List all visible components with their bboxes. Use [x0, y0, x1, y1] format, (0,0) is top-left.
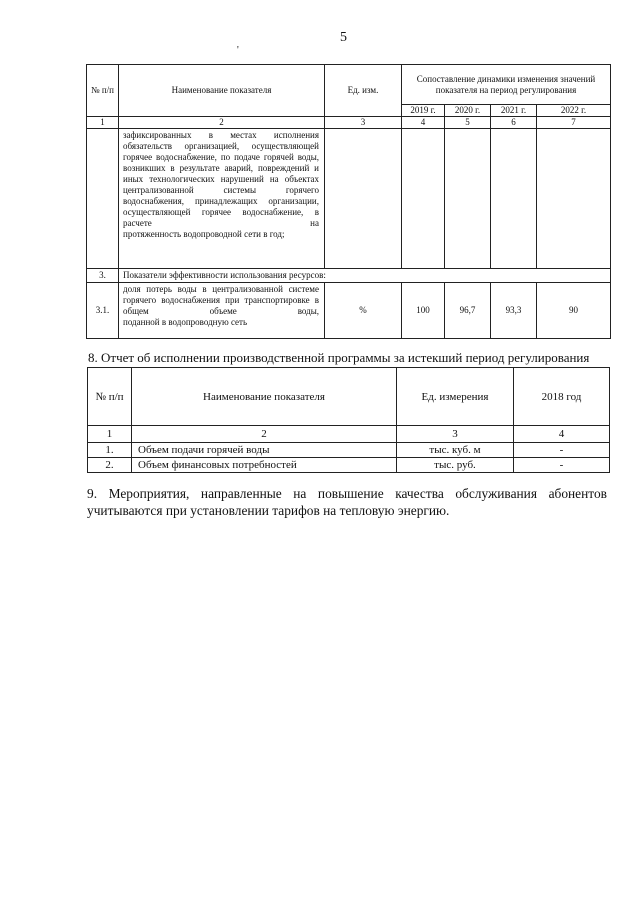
header-year-2020: 2020 г.	[445, 105, 491, 117]
value-2020: 96,7	[445, 283, 491, 339]
header-num: № п/п	[87, 65, 119, 117]
header-year-2019: 2019 г.	[402, 105, 445, 117]
row-value: -	[514, 458, 610, 473]
index-cell: 1	[88, 426, 132, 443]
header-unit: Ед. изм.	[325, 65, 402, 117]
continuation-text-last: протяженность водопроводной сети в год;	[123, 229, 285, 239]
value-2021: 93,3	[491, 283, 537, 339]
program-report-table	[87, 367, 610, 473]
header-num: № п/п	[88, 368, 132, 426]
section-num: 3.	[87, 269, 119, 283]
section-title: Показатели эффективности использования ресурсов:	[119, 269, 611, 283]
index-cell: 3	[397, 426, 514, 443]
empty-cell	[445, 129, 491, 269]
header-name: Наименование показателя	[119, 65, 325, 117]
index-cell: 2	[132, 426, 397, 443]
header-unit: Ед. измерения	[397, 368, 514, 426]
row-value: -	[514, 443, 610, 458]
row-name: доля потерь воды в централизованной системе горячего водоснабжения при транспортировке в общем объеме воды,	[123, 284, 319, 316]
empty-cell	[325, 129, 402, 269]
row-unit: тыс. руб.	[397, 458, 514, 473]
header-comparison: Сопоставление динамики изменения значений показателя на период регулирования	[402, 65, 611, 105]
index-cell: 1	[87, 117, 119, 129]
header-year-2022: 2022 г.	[537, 105, 611, 117]
row-unit: тыс. куб. м	[397, 443, 514, 458]
page-number: 5	[340, 30, 347, 45]
index-cell: 5	[445, 117, 491, 129]
row-name-last: поданной в водопроводную сеть	[123, 317, 248, 327]
row-name: Объем подачи горячей воды	[132, 443, 397, 458]
row-num: 1.	[88, 443, 132, 458]
row-unit: %	[325, 283, 402, 339]
row-name: Объем финансовых потребностей	[132, 458, 397, 473]
index-cell: 2	[119, 117, 325, 129]
row-num: 2.	[88, 458, 132, 473]
value-2022: 90	[537, 283, 611, 339]
empty-cell	[402, 129, 445, 269]
index-cell: 3	[325, 117, 402, 129]
index-cell: 4	[514, 426, 610, 443]
row-name-cell	[119, 283, 325, 339]
index-cell: 7	[537, 117, 611, 129]
empty-cell	[537, 129, 611, 269]
continuation-text: зафиксированных в местах исполнения обязательств организацией, осуществляющей горячее водоснабжение, по подаче горячей воды, возникших в результате аварий, повреждений и иных технологических нарушений на объектах централизованной системы горячего водоснабжения, принадлежащих организации, осуществляющей горячее водоснабжение, в расчете на	[123, 130, 319, 228]
empty-cell	[491, 129, 537, 269]
continuation-text-cell	[119, 129, 325, 269]
indicators-table	[86, 64, 611, 339]
row-num: 3.1.	[87, 283, 119, 339]
stray-mark: '	[237, 45, 239, 56]
section-9-paragraph: 9. Мероприятия, направленные на повышение качества обслуживания абонентов учитываются при установлении тарифов на тепловую энергию.	[87, 486, 607, 518]
header-year-2021: 2021 г.	[491, 105, 537, 117]
value-2019: 100	[402, 283, 445, 339]
section-8-heading: 8. Отчет об исполнении производственной программы за истекший период регулирования	[88, 350, 590, 365]
header-name: Наименование показателя	[132, 368, 397, 426]
header-year: 2018 год	[514, 368, 610, 426]
index-cell: 4	[402, 117, 445, 129]
empty-cell	[87, 129, 119, 269]
index-cell: 6	[491, 117, 537, 129]
